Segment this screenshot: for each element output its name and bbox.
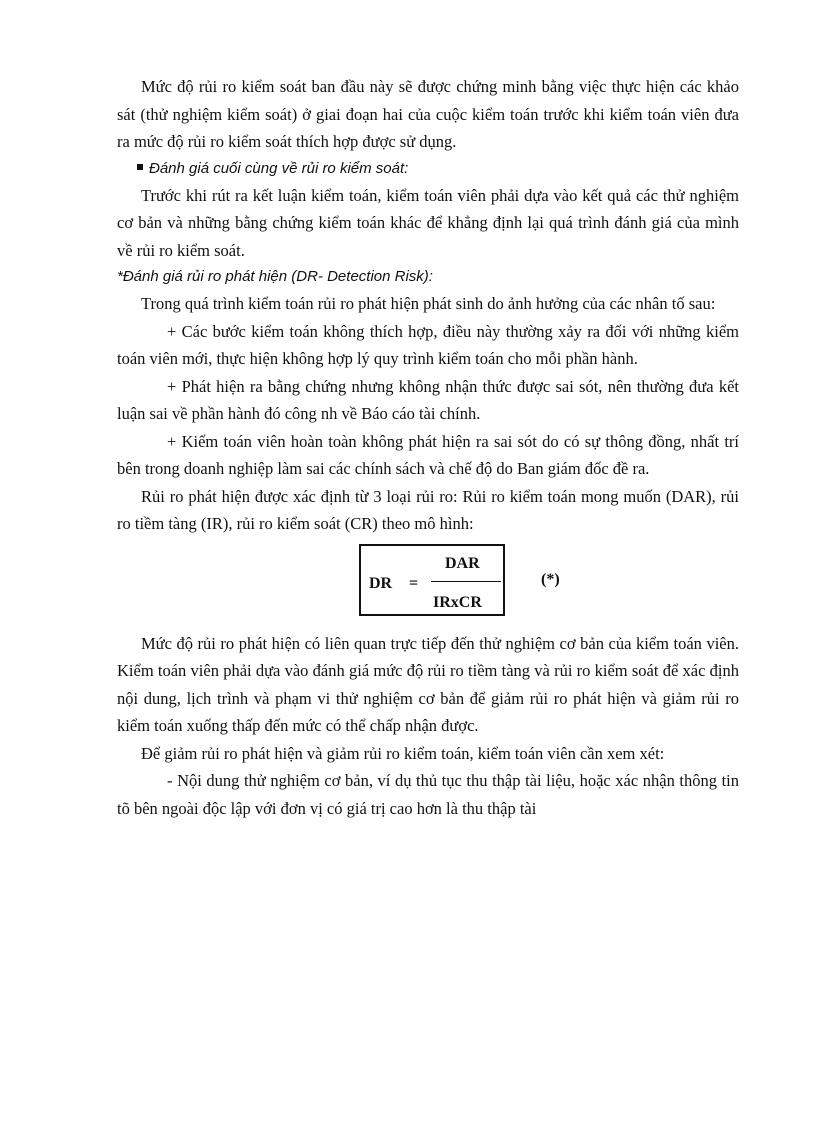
list-item-factor-1: + Các bước kiểm toán không thích hợp, điều này thường xảy ra đối với những kiểm toán viên mới, thực hiện không hợp lý quy trình kiểm toán cho mỗi phần hành. [117, 321, 739, 368]
list-item-substantive-test: - Nội dung thử nghiệm cơ bản, ví dụ thủ tục thu thập tài liệu, hoặc xác nhận thông tin tõ bên ngoài độc lập với đơn vị có giá trị cao hơn là thu thập tài [117, 771, 739, 818]
paragraph-reduce-risk: Để giảm rủi ro phát hiện và giảm rủi ro kiểm toán, kiểm toán viên cần xem xét: [141, 743, 665, 763]
formula-box [359, 544, 505, 616]
heading-detection-risk: *Đánh giá rủi ro phát hiện (DR- Detection Risk): [117, 268, 433, 285]
list-item-factor-3: + Kiểm toán viên hoàn toàn không phát hiện ra sai sót do có sự thông đồng, nhất trí bên trong doanh nghiệp làm sai các chính sách và chế độ do Ban giám đốc đề ra. [117, 431, 739, 478]
formula-numerator: DAR [445, 554, 480, 572]
paragraph-detection-risk-relation: Mức độ rủi ro phát hiện có liên quan trực tiếp đến thử nghiệm cơ bản của kiểm toán viên. Kiểm toán viên phải dựa vào đánh giá mức độ rủi ro tiềm tàng và rủi ro kiểm soát để xác định nội dung, lịch trình và phạm vi thử nghiệm cơ bản để giảm rủi ro phát hiện và giảm rủi ro kiểm toán xuống thấp đến mức có thể chấp nhận được. [117, 633, 739, 735]
heading-final-control-risk-text: Đánh giá cuối cùng về rủi ro kiểm soát: [149, 159, 409, 177]
paragraph-detection-risk-factors: Trong quá trình kiểm toán rủi ro phát hiện phát sinh do ảnh hưởng của các nhân tố sau: [141, 294, 716, 313]
paragraph-risk-model: Rủi ro phát hiện được xác định từ 3 loại rủi ro: Rủi ro kiểm toán mong muốn (DAR), rủi ro tiềm tàng (IR), rủi ro kiểm soát (CR) theo mô hình: [117, 486, 739, 533]
formula-lhs: DR [369, 574, 393, 592]
formula-equals: = [409, 574, 419, 592]
square-bullet-icon [137, 164, 143, 170]
paragraph-initial-control-risk: Mức độ rủi ro kiểm soát ban đầu này sẽ được chứng minh bằng việc thực hiện các khảo sát (thử nghiệm kiểm soát) ở giai đoạn hai của cuộc kiểm toán trước khi kiểm toán viên đưa ra mức độ rủi ro kiểm soát thích hợp được sử dụng. [117, 77, 739, 151]
formula-denominator: IRxCR [433, 593, 482, 611]
document-body [117, 73, 739, 822]
formula-row [117, 544, 739, 626]
list-item-factor-2: + Phát hiện ra bằng chứng nhưng không nhận thức được sai sót, nên thường đưa kết luận sai về phần hành đó công nh về Báo cáo tài chính. [117, 376, 739, 423]
formula-tag: (*) [541, 570, 560, 588]
paragraph-final-assessment: Trước khi rút ra kết luận kiểm toán, kiểm toán viên phải dựa vào kết quả các thử nghiệm cơ bản và những bằng chứng kiểm toán khác để khẳng định lại quá trình đánh giá của mình về rủi ro kiểm soát. [117, 185, 739, 260]
fraction-bar [431, 581, 501, 582]
heading-final-control-risk [117, 156, 739, 182]
